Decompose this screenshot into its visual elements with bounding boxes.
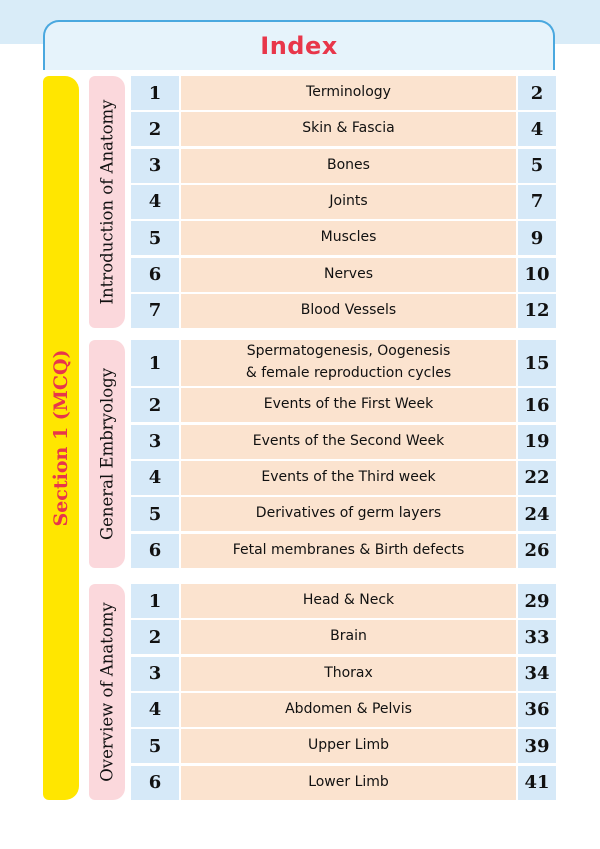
section-label: Section 1 (MCQ) xyxy=(50,349,72,527)
row-topic: Events of the First Week xyxy=(181,388,516,422)
group-label-text: General Embryology xyxy=(97,367,117,540)
row-number: 5 xyxy=(131,497,179,531)
row-topic: Thorax xyxy=(181,657,516,691)
section-bar xyxy=(43,76,79,800)
row-number: 1 xyxy=(131,340,179,386)
index-header xyxy=(43,20,555,70)
row-topic: Blood Vessels xyxy=(181,294,516,328)
row-topic: Joints xyxy=(181,185,516,219)
row-number: 1 xyxy=(131,584,179,618)
row-topic: Head & Neck xyxy=(181,584,516,618)
row-page-number: 16 xyxy=(518,388,556,422)
row-page-number: 4 xyxy=(518,112,556,146)
row-number: 5 xyxy=(131,729,179,763)
row-page-number: 5 xyxy=(518,149,556,183)
row-number: 2 xyxy=(131,620,179,654)
row-page-number: 39 xyxy=(518,729,556,763)
row-topic: Events of the Third week xyxy=(181,461,516,495)
row-page-number: 26 xyxy=(518,534,556,568)
row-number: 4 xyxy=(131,693,179,727)
row-number: 2 xyxy=(131,112,179,146)
row-page-number: 9 xyxy=(518,221,556,255)
row-topic: Brain xyxy=(181,620,516,654)
row-number: 2 xyxy=(131,388,179,422)
row-topic: Upper Limb xyxy=(181,729,516,763)
group-label-text: Overview of Anatomy xyxy=(97,602,117,782)
row-page-number: 19 xyxy=(518,425,556,459)
row-page-number: 36 xyxy=(518,693,556,727)
row-number: 3 xyxy=(131,657,179,691)
row-number: 3 xyxy=(131,149,179,183)
row-topic-line1: Spermatogenesis, Oogenesis xyxy=(246,343,451,360)
row-topic-line2: & female reproduction cycles xyxy=(245,365,452,381)
row-topic: Derivatives of germ layers xyxy=(181,497,516,531)
row-page-number: 2 xyxy=(518,76,556,110)
row-number: 6 xyxy=(131,258,179,292)
row-number: 4 xyxy=(131,185,179,219)
row-topic: Bones xyxy=(181,149,516,183)
row-topic: Lower Limb xyxy=(181,766,516,800)
row-page-number: 22 xyxy=(518,461,556,495)
row-topic: Abdomen & Pelvis xyxy=(181,693,516,727)
row-page-number: 15 xyxy=(518,340,556,386)
row-number: 7 xyxy=(131,294,179,328)
group-label-2 xyxy=(89,340,125,568)
row-page-number: 34 xyxy=(518,657,556,691)
row-topic: Terminology xyxy=(181,76,516,110)
row-page-number: 29 xyxy=(518,584,556,618)
row-number: 6 xyxy=(131,534,179,568)
group-label-3 xyxy=(89,584,125,800)
row-topic: Fetal membranes & Birth defects xyxy=(181,534,516,568)
row-topic xyxy=(181,340,516,386)
row-page-number: 24 xyxy=(518,497,556,531)
row-page-number: 41 xyxy=(518,766,556,800)
page-title: Index xyxy=(260,32,338,60)
row-number: 1 xyxy=(131,76,179,110)
row-page-number: 7 xyxy=(518,185,556,219)
row-number: 4 xyxy=(131,461,179,495)
row-page-number: 10 xyxy=(518,258,556,292)
row-number: 6 xyxy=(131,766,179,800)
row-page-number: 12 xyxy=(518,294,556,328)
group-label-text: Introduction of Anatomy xyxy=(97,99,117,305)
row-number: 5 xyxy=(131,221,179,255)
row-topic: Events of the Second Week xyxy=(181,425,516,459)
row-topic: Skin & Fascia xyxy=(181,112,516,146)
row-page-number: 33 xyxy=(518,620,556,654)
row-topic: Muscles xyxy=(181,221,516,255)
row-number: 3 xyxy=(131,425,179,459)
group-label-1 xyxy=(89,76,125,328)
row-topic: Nerves xyxy=(181,258,516,292)
